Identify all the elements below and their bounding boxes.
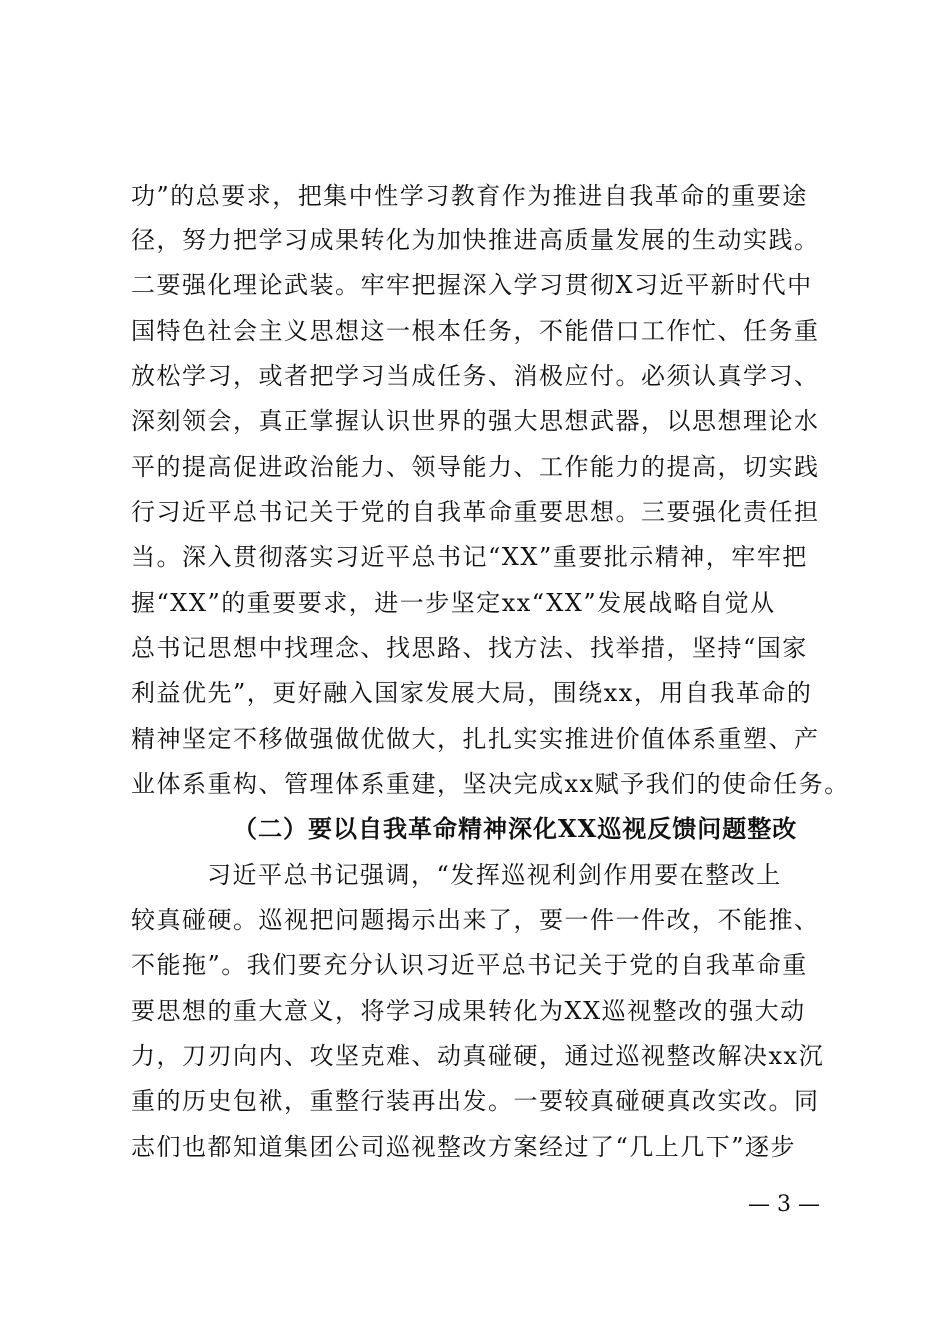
body-text-line: 重的历史包袱，重整行装再出发。一要较真碰硬真改实改。同 [131, 1087, 820, 1115]
body-text-line: 习近平总书记强调，“发挥巡视利剑作用要在整改上 [207, 861, 782, 889]
body-text-line: 不能拖”。我们要充分认识习近平总书记关于党的自我革命重 [131, 951, 808, 979]
body-text-line: 总书记思想中找理念、找思路、找方法、找举措，坚持“国家 [131, 634, 808, 662]
body-text-line: 要思想的重大意义，将学习成果转化为XX巡视整改的强大动 [131, 997, 806, 1025]
body-text-line: 较真碰硬。巡视把问题揭示出来了，要一件一件改，不能推、 [131, 906, 820, 934]
body-text-line: 志们也都知道集团公司巡视整改方案经过了“几上几下”逐步 [131, 1133, 797, 1161]
body-text-line: 功”的总要求，把集中性学习教育作为推进自我革命的重要途 [131, 182, 808, 210]
body-text-line: 握“XX”的重要要求，进一步坚定xx“XX”发展战略自觉从 [131, 589, 776, 617]
body-text-line: 精神坚定不移做强做优做大，扎扎实实推进价值体系重塑、产 [131, 725, 820, 753]
body-text-line: 业体系重构、管理体系重建，坚决完成xx赋予我们的使命任务。 [131, 770, 850, 798]
body-text-line: 力，刀刃向内、攻坚克难、动真碰硬，通过巡视整改解决xx沉 [131, 1042, 825, 1070]
body-text-line: 利益优先”，更好融入国家发展大局，围绕xx，用自我革命的 [131, 679, 813, 707]
body-text-line: 国特色社会主义思想这一根本任务，不能借口工作忙、任务重 [131, 317, 820, 345]
page-number: — 3 — [748, 1192, 820, 1217]
section-heading: （二）要以自我革命精神深化XX巡视反馈问题整改 [233, 814, 798, 843]
body-text-line: 平的提高促进政治能力、领导能力、工作能力的提高，切实践 [131, 453, 820, 481]
body-text-line: 当。深入贯彻落实习近平总书记“XX”重要批示精神，牢牢把 [131, 543, 808, 571]
body-text-line: 径，努力把学习成果转化为加快推进高质量发展的生动实践。 [131, 226, 820, 254]
body-text-line: 二要强化理论武装。牢牢把握深入学习贯彻X习近平新时代中 [131, 271, 813, 299]
body-text-line: 深刻领会，真正掌握认识世界的强大思想武器，以思想理论水 [131, 407, 820, 435]
body-text-line: 放松学习，或者把学习当成任务、消极应付。必须认真学习、 [131, 362, 820, 390]
body-text-line: 行习近平总书记关于党的自我革命重要思想。三要强化责任担 [131, 498, 820, 526]
